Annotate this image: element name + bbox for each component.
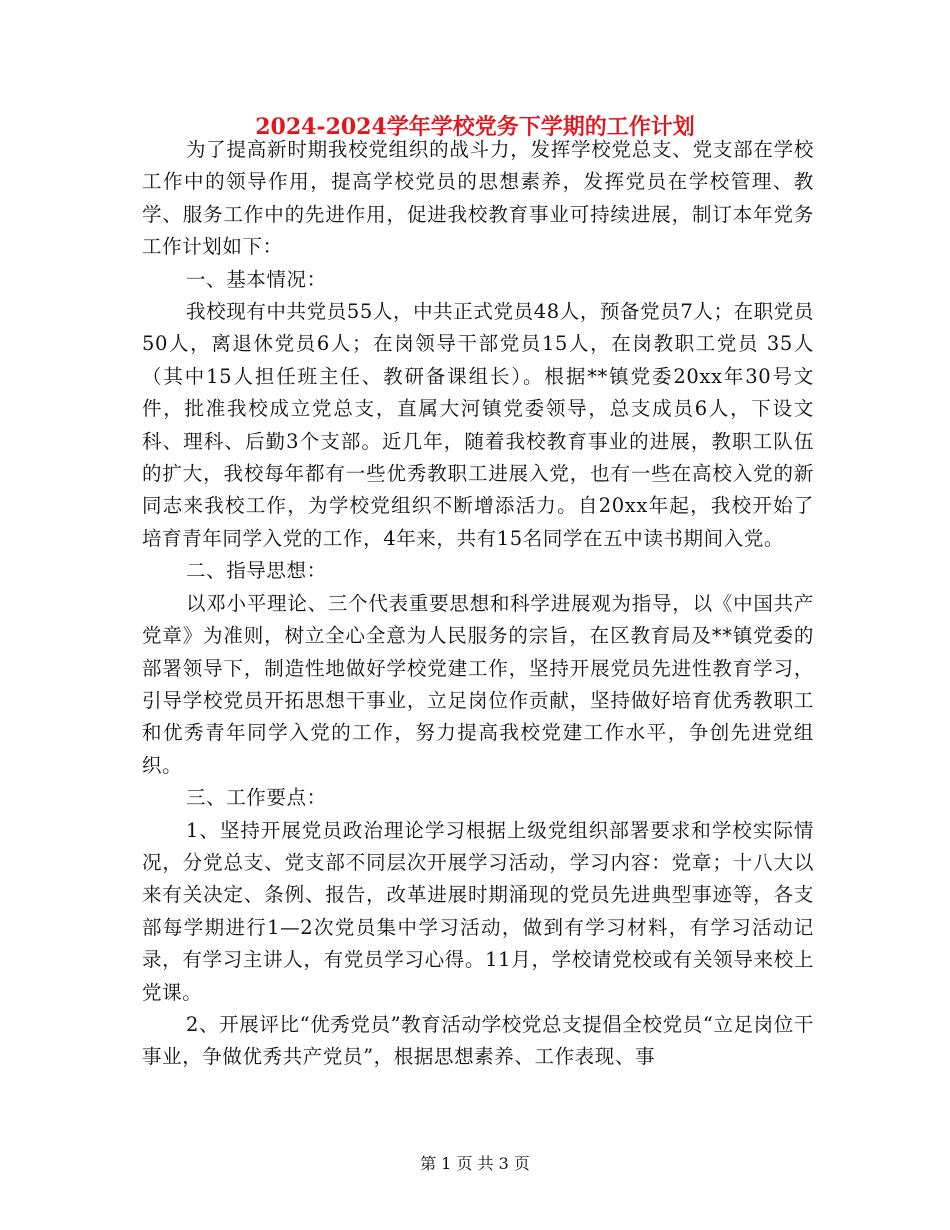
basic-situation-paragraph: 我校现有中共党员55人，中共正式党员48人，预备党员7人；在职党员50人，离退休党员6人；在岗领导干部党员15人，在岗教职工党员 35人（其中15人担任班主任、教研备课组长）。根据**镇党委20xx年30号文件，批准我校成立党总支，直属大河镇党委领导，总支成员6人，下设文科、理科、后勤3个支部。近几年，随着我校教育事业的进展，教职工队伍的扩大，我校每年都有一些优秀教职工进展入党，也有一些在高校入党的新同志来我校工作，为学校党组织不断增添活力。自20xx年起，我校开始了培育青年同学入党的工作，4年来，共有15名同学在五中读书期间入党。	[142, 300, 814, 550]
document-body	[142, 134, 814, 1074]
work-point-2-paragraph: 2、开展评比“优秀党员”教育活动学校党总支提倡全校党员“立足岗位干事业，争做优秀共产党员”，根据思想素养、工作表现、事	[142, 1012, 814, 1069]
guiding-ideology-paragraph: 以邓小平理论、三个代表重要思想和科学进展观为指导，以《中国共产党章》为准则，树立全心全意为人民服务的宗旨，在区教育局及**镇党委的部署领导下，制造性地做好学校党建工作，坚持开展党员先进性教育学习，引导学校党员开拓思想干事业，立足岗位作贡献，坚持做好培育优秀教职工和优秀青年同学入党的工作，努力提高我校党建工作水平，争创先进党组织。	[142, 591, 814, 777]
page-number-footer: 第 1 页 共 3 页	[420, 1154, 530, 1173]
section-heading-work-points: 三、工作要点：	[186, 786, 327, 810]
section-heading-basic-situation: 一、基本情况：	[186, 267, 327, 291]
document-title: 2024-2024学年学校党务下学期的工作计划	[255, 114, 695, 140]
section-heading-guiding-ideology: 二、指导思想：	[186, 559, 327, 583]
intro-paragraph: 为了提高新时期我校党组织的战斗力，发挥学校党总支、党支部在学校工作中的领导作用，提高学校党员的思想素养，发挥党员在学校管理、教学、服务工作中的先进作用，促进我校教育事业可持续进展，制订本年党务工作计划如下：	[142, 138, 814, 259]
work-point-1-paragraph: 1、坚持开展党员政治理论学习根据上级党组织部署要求和学校实际情况，分党总支、党支部不同层次开展学习活动，学习内容：党章；十八大以来有关决定、条例、报告，改革进展时期涌现的党员先进典型事迹等，各支部每学期进行1—2次党员集中学习活动，做到有学习材料，有学习活动记录，有学习主讲人，有党员学习心得。11月，学校请党校或有关领导来校上党课。	[142, 818, 814, 1004]
